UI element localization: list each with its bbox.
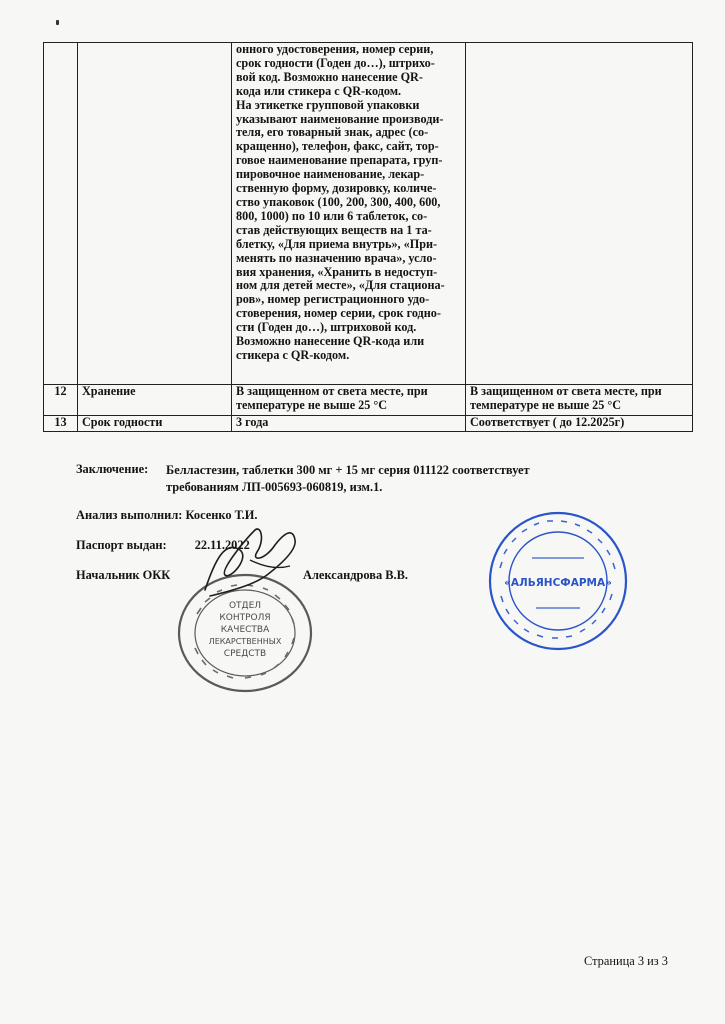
- requirement-text-line: На этикетке групповой упаковки: [236, 97, 420, 112]
- scan-speck: [56, 20, 59, 25]
- row-requirement: В защищенном от света месте, при температуре не выше 25 °С: [232, 385, 466, 416]
- seal-company-name: «АЛЬЯНСФАРМА»: [504, 577, 612, 589]
- requirement-text-line: ров», номер регистрационного удо-: [236, 292, 430, 307]
- requirement-text-line: стикера с QR-кодом.: [236, 347, 350, 362]
- analyst-label: Анализ выполнил:: [76, 508, 183, 522]
- conclusion-text: [166, 462, 530, 496]
- requirement-text-line: указывают наименование производи-: [236, 111, 444, 126]
- conclusion-line-1: Белластезин, таблетки 300 мг + 15 мг серия 011122 соответствует: [166, 463, 530, 477]
- requirement-text-line: кода или стикера с QR-кодом.: [236, 83, 402, 98]
- head-label: Начальник ОКК: [76, 568, 171, 582]
- table-cell-num: [44, 43, 78, 385]
- signature-stroke: [205, 529, 295, 596]
- row-requirement: 3 года: [232, 416, 466, 432]
- requirement-text-line: стоверения, номер серии, срок годно-: [236, 306, 441, 321]
- table-row: [44, 43, 693, 385]
- stamp-text-line: КОНТРОЛЯ: [219, 613, 271, 623]
- table-cell-result: [466, 43, 693, 385]
- stamp-text-line: ОТДЕЛ: [228, 601, 262, 611]
- table-row: [44, 385, 693, 416]
- conclusion-label: Заключение:: [76, 462, 149, 476]
- page-number: Страница 3 из 3: [584, 954, 668, 968]
- row-number: 12: [44, 385, 78, 416]
- requirement-text-line: говое наименование препарата, груп-: [236, 153, 443, 168]
- row-result: Соответствует ( до 12.2025г): [466, 416, 693, 432]
- spec-table: [43, 42, 693, 432]
- stamp-text-line: КАЧЕСТВА: [220, 625, 270, 635]
- requirement-text-line: онного удостоверения, номер серии,: [236, 42, 434, 56]
- requirement-text-line: блетку, «Для приема внутрь», «При-: [236, 236, 438, 251]
- requirement-text-line: став действующих веществ на 1 та-: [236, 222, 432, 237]
- head-name: Александрова В.В.: [303, 568, 408, 582]
- stamp-text-line: ЛЕКАРСТВЕННЫХ: [208, 637, 282, 646]
- requirement-text-line: ство упаковок (100, 200, 300, 400, 600,: [236, 194, 441, 209]
- requirement-text-line: ственную форму, дозировку, количе-: [236, 181, 437, 196]
- signature: [195, 520, 305, 600]
- row-number: 13: [44, 416, 78, 432]
- requirement-text-line: менять по назначению врача», усло-: [236, 250, 437, 265]
- requirement-text-line: вия хранения, «Хранить в недоступ-: [236, 264, 438, 279]
- stamp-text-line: СРЕДСТВ: [223, 649, 267, 659]
- table-row: [44, 416, 693, 432]
- row-indicator: Хранение: [78, 385, 232, 416]
- requirement-text-line: Возможно нанесение QR-кода или: [236, 334, 425, 349]
- conclusion-line-2: требованиям ЛП-005693-060819, изм.1.: [166, 480, 383, 494]
- requirement-text-line: ном для детей месте», «Для стациона-: [236, 278, 445, 293]
- requirement-text-line: кращенно), телефон, факс, сайт, тор-: [236, 139, 439, 154]
- passport-label: Паспорт выдан:: [76, 538, 167, 552]
- company-seal-stamp: [486, 510, 630, 652]
- row-indicator: Срок годности: [78, 416, 232, 432]
- requirement-text-line: сти (Годен до…), штриховой код.: [236, 320, 417, 335]
- table-cell-requirement: [232, 43, 466, 385]
- analyst-name: Косенко Т.И.: [185, 508, 258, 522]
- table-cell-name: [78, 43, 232, 385]
- requirement-text-line: пировочное наименование, лекар-: [236, 167, 425, 182]
- requirement-text-line: теля, его товарный знак, адрес (со-: [236, 125, 429, 140]
- requirement-text-line: срок годности (Годен до…), штрихо-: [236, 55, 435, 70]
- passport-date: 22.11.2022: [194, 538, 250, 552]
- requirement-text-line: вой код. Возможно нанесение QR-: [236, 69, 423, 84]
- row-result: В защищенном от света месте, при температуре не выше 25 °С: [466, 385, 693, 416]
- requirement-text-line: 800, 1000) по 10 или 6 таблеток, со-: [236, 208, 428, 223]
